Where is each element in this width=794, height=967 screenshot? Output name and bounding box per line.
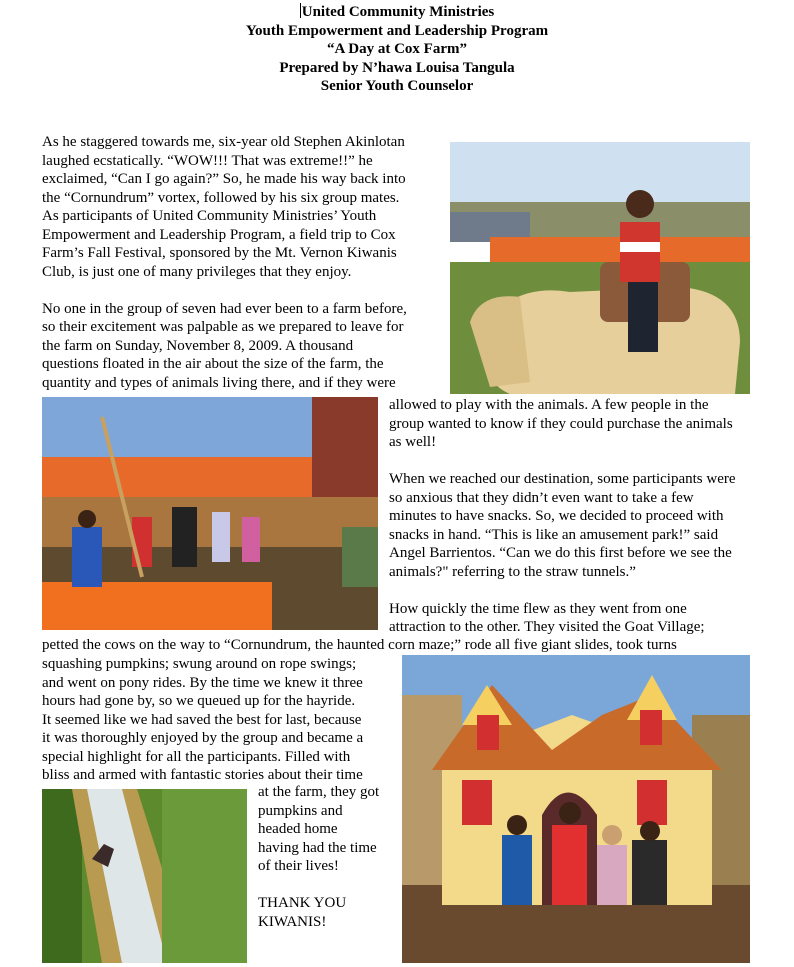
photo-giant-slide — [42, 789, 247, 963]
text-cursor — [300, 3, 301, 18]
program-title: Youth Empowerment and Leadership Program — [245, 22, 549, 39]
photo-group-at-house — [402, 655, 750, 963]
closing-paragraph: at the farm, they got pumpkins and headed home having had the time of their lives! THANK YOU KIWANIS! — [258, 783, 398, 931]
org-title: United Community Ministries — [301, 4, 495, 20]
photo-boy-on-pony — [450, 142, 750, 394]
author-line: Prepared by N’hawa Louisa Tangula — [279, 59, 515, 76]
author-role: Senior Youth Counselor — [320, 78, 474, 94]
thank-you-line: THANK YOU — [258, 895, 347, 911]
document-header — [0, 3, 794, 96]
kiwanis-line: KIWANIS! — [258, 913, 327, 930]
lower-paragraph: squashing pumpkins; swung around on rope swings; and went on pony rides. By the time we knew it three hours had gone by, so we queued up for the hayride. It seemed like we had saved the best for last, because it was thoroughly enjoyed by the group and became a special highlight for all the participants. Filled with bliss and armed with fantastic stories about their time — [42, 656, 364, 783]
full-width-line: petted the cows on the way to “Cornundrum, the haunted corn maze;” rode all five giant slides, took turns — [42, 637, 677, 653]
article-title: “A Day at Cox Farm” — [327, 41, 467, 57]
intro-paragraphs: As he staggered towards me, six-year old Stephen Akinlotan laughed ecstatically. “WOW!!! That was extreme!!” he exclaimed, “Can I go again?” So, he made his way back into the “Cornundrum” vortex, followed by his six group mates. As participants of United Community Ministries’ Youth Empowerment and Leadership Program, a field trip to Cox Farm’s Fall Festival, sponsored by the Mt. Vernon Kiwanis Club, is just one of many privileges that they enjoy. No one in the group of seven had ever been to a farm before, so their excitement was palpable as we prepared to leave for the farm on Sunday, November 8, 2009. A thousand questions floated in the air about the size of the farm, the quantity and types of animals living there, and if they were — [42, 134, 407, 391]
photo-playground — [42, 397, 378, 630]
middle-paragraphs: allowed to play with the animals. A few people in the group wanted to know if they could purchase the animals as well! When we reached our destination, some participants were so anxious that they didn’t even want to take a few minutes to have snacks. So, we decided to proceed with snacks in hand. “This is like an amusement park!” said Angel Barrientos. “Can we do this first before we see the animals?" referring to the straw tunnels.” How quickly the time flew as they went from one attraction to the other. They visited the Goat Village; — [389, 397, 736, 635]
